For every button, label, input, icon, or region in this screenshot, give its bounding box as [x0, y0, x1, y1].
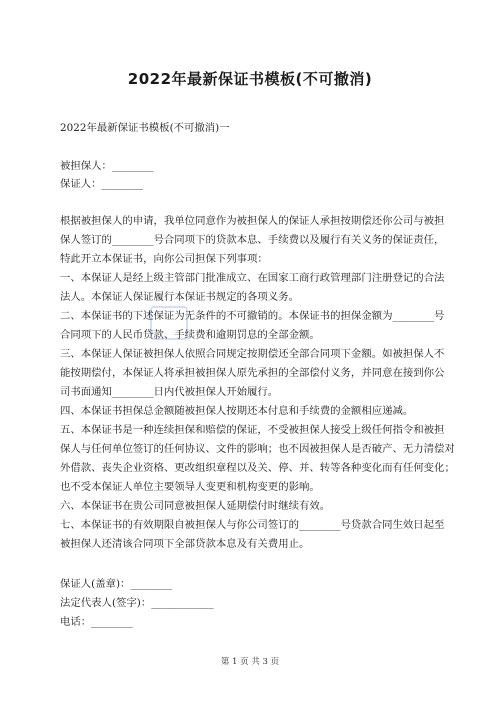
- body-line: 根据被担保人的申请，我单位同意作为被担保人的保证人承担按期偿还你公司与被担: [60, 215, 445, 227]
- body-line: 六、本保证书在贵公司同意被担保人延期偿付时继续有效。: [60, 500, 331, 512]
- field-guaranteed-person: 被担保人：________: [60, 160, 154, 172]
- body-line: 合同项下的人民币贷款、手续费和逾期罚息的全部金额。: [60, 329, 320, 341]
- signature-seal: 保证人(盖章)：________: [60, 578, 173, 590]
- body-line: 七、本保证书的有效期限自被担保人与你公司签订的________号贷款合同生效日起至: [60, 519, 445, 531]
- document-title: 2022年最新保证书模板(不可撤消): [127, 70, 373, 88]
- body-line: 二、本保证书的下述保证为无条件的不可撤销的。本保证书的担保金额为________号: [60, 310, 445, 322]
- document-subtitle: 2022年最新保证书模板(不可撤消)一: [60, 122, 230, 134]
- body-line: 一、本保证人是经上级主管部门批准成立、在国家工商行政管理部门注册登记的合法: [60, 272, 445, 284]
- signature-representative: 法定代表人(签字)：____________: [60, 597, 214, 609]
- body-line: 外借款、丧失企业资格、更改组织章程以及关、停、并、转等各种变化而有任何变化；: [60, 462, 455, 474]
- body-line: 四、本保证书担保总金额随被担保人按期还本付息和手续费的金额相应递减。: [60, 405, 414, 417]
- body-line: 被担保人还清该合同项下全部贷款本息及有关费用止。: [60, 538, 310, 550]
- body-line: 司书面通知________日内代被担保人开始履行。: [60, 386, 279, 398]
- body-line: 五、本保证书是一种连续担保和赔偿的保证，不受被担保人接受上级任何指令和被担: [60, 424, 445, 436]
- body-line: 保人与任何单位签订的任何协议、文件的影响；也不因被担保人是否破产、无力清偿对: [60, 443, 455, 455]
- body-line: 也不受本保证人单位主要领导人变更和机构变更的影响。: [60, 481, 320, 493]
- body-line: 能按期偿付，本保证人将承担被担保人原先承担的全部偿付义务，并同意在接到你公: [60, 367, 445, 379]
- body-line: 特此开立本保证书，向你公司担保下列事项：: [60, 253, 268, 265]
- body-line: 法人。本保证人保证履行本保证书规定的各项义务。: [60, 291, 299, 303]
- body-line: 三、本保证人保证被担保人依照合同规定按期偿还全部合同项下金额。如被担保人不: [60, 348, 445, 360]
- field-guarantor: 保证人：________: [60, 178, 144, 190]
- page-footer: 第 1 页 共 3 页: [220, 657, 280, 667]
- body-line: 保人签订的________号合同项下的贷款本息、手续费以及履行有关义务的保证责任，: [60, 234, 445, 246]
- signature-phone: 电话：________: [60, 616, 133, 628]
